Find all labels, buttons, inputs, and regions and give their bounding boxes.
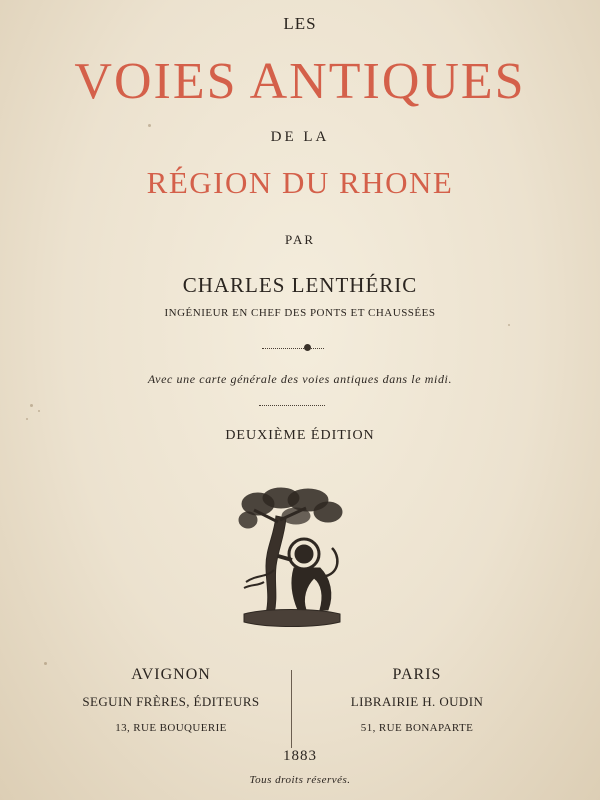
paper-speck bbox=[30, 404, 33, 407]
paper-speck bbox=[44, 662, 47, 665]
dotted-divider bbox=[259, 405, 325, 406]
title-connector: DE LA bbox=[270, 129, 330, 145]
publisher-left-name: SEGUIN FRÈRES, ÉDITEURS bbox=[82, 694, 260, 709]
lion-and-tree-emblem-icon bbox=[236, 486, 346, 634]
ornament-dot bbox=[304, 344, 311, 351]
publisher-left-city: AVIGNON bbox=[131, 666, 211, 683]
sub-title: RÉGION DU RHONE bbox=[146, 165, 454, 200]
publisher-right-city: PARIS bbox=[392, 666, 442, 683]
edition-label: DEUXIÈME ÉDITION bbox=[225, 428, 375, 443]
publisher-left-address: 13, RUE BOUQUERIE bbox=[115, 722, 227, 734]
publisher-right-address: 51, RUE BONAPARTE bbox=[360, 722, 474, 734]
column-separator bbox=[291, 670, 292, 748]
pre-title: LES bbox=[283, 14, 317, 33]
author-title: INGÉNIEUR EN CHEF DES PONTS ET CHAUSSÉES bbox=[164, 307, 436, 319]
main-title: VOIES ANTIQUES bbox=[74, 53, 526, 110]
publication-year: 1883 bbox=[283, 748, 317, 764]
author-name: CHARLES LENTHÉRIC bbox=[182, 273, 418, 297]
paper-speck bbox=[38, 410, 40, 412]
paper-speck bbox=[26, 418, 28, 420]
paper-speck bbox=[148, 124, 151, 127]
publisher-right-name: LIBRAIRIE H. OUDIN bbox=[350, 694, 484, 709]
rights-notice: Tous droits réservés. bbox=[249, 774, 351, 786]
map-note: Avec une carte générale des voies antiques dans le midi. bbox=[147, 372, 453, 386]
by-line: PAR bbox=[284, 232, 316, 247]
paper-speck bbox=[508, 324, 510, 326]
ornament-divider bbox=[262, 348, 324, 349]
